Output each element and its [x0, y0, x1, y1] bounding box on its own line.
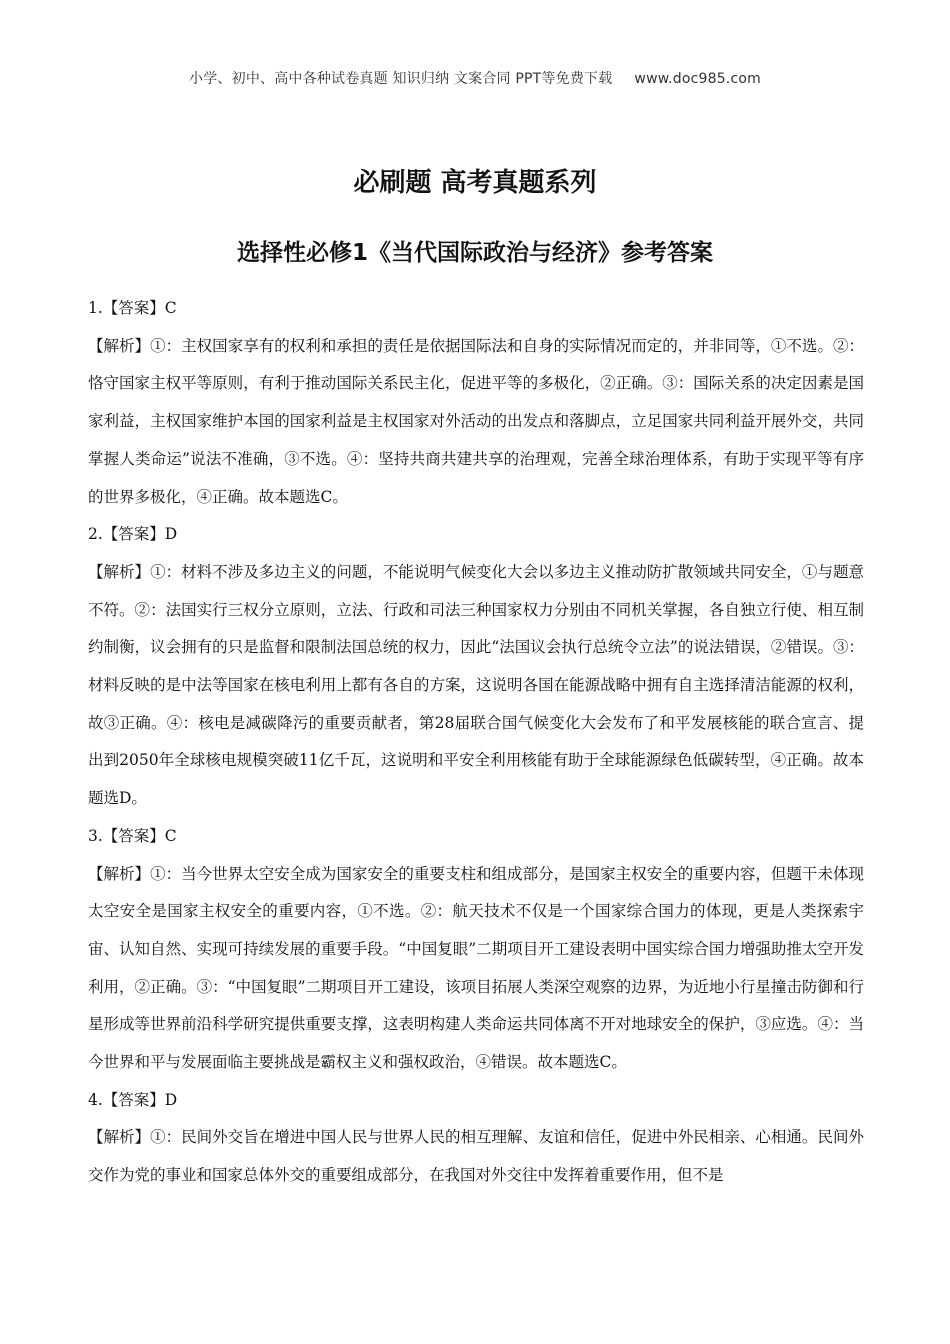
analysis-paragraph: 【解析】①：民间外交旨在增进中国人民与世界人民的相互理解、友谊和信任，促进中外民相亲、心相通。民间外交作为党的事业和国家总体外交的重要组成部分，在我国对外交往中发挥着重要作用，但不是 — [88, 1128, 864, 1185]
header-site-link[interactable]: www.doc985.com — [634, 71, 761, 87]
answer-item-3 — [88, 818, 864, 1082]
analysis-paragraph: 【解析】①：材料不涉及多边主义的问题，不能说明气候变化大会以多边主义推动防扩散领域共同安全，①与题意不符。②：法国实行三权分立原则，立法、行政和司法三种国家权力分别由不同机关掌握，各自独立行使、相互制约制衡，议会拥有的只是监督和限制法国总统的权力，因此“法国议会执行总统令立法”的说法错误，②错误。③：材料反映的是中法等国家在核电利用上都有各自的方案，这说明各国在能源战略中拥有自主选择清洁能源的权利，故③正确。④：核电是减碳降污的重要贡献者，第28届联合国气候变化大会发布了和平发展核能的联合宣言、提出到2050年全球核电规模突破11亿千瓦，这说明和平安全利用核能有助于全球能源绿色低碳转型，④正确。故本题选D。 — [88, 562, 864, 808]
answer-item-1 — [88, 290, 864, 516]
answer-item-4 — [88, 1082, 864, 1195]
answer-line: 3.【答案】C — [88, 826, 177, 845]
analysis-paragraph: 【解析】①：主权国家享有的权利和承担的责任是依据国际法和自身的实际情况而定的，并非同等，①不选。②：恪守国家主权平等原则，有利于推动国际关系民主化，促进平等的多极化，②正确。③：国际关系的决定因素是国家利益，主权国家维护本国的国家利益是主权国家对外活动的出发点和落脚点，立足国家共同利益开展外交，共同掌握人类命运”说法不准确，③不选。④：坚持共商共建共享的治理观，完善全球治理体系，有助于实现平等有序的世界多极化，④正确。故本题选C。 — [88, 336, 864, 506]
page-subtitle: 选择性必修1《当代国际政治与经济》参考答案 — [236, 240, 713, 266]
analysis-paragraph: 【解析】①：当今世界太空安全成为国家安全的重要支柱和组成部分，是国家主权安全的重要内容，但题干未体现太空安全是国家主权安全的重要内容，①不选。②：航天技术不仅是一个国家综合国力的体现，更是人类探索宇宙、认知自然、实现可持续发展的重要手段。“中国复眼”二期项目开工建设表明中国实综合国力增强助推太空开发利用，②正确。③：“中国复眼”二期项目开工建设，该项目拓展人类深空观察的边界，为近地小行星撞击防御和行星形成等世界前沿科学研究提供重要支撑，这表明构建人类命运共同体离不开对地球安全的保护，③应选。④：当今世界和平与发展面临主要挑战是霸权主义和强权政治，④错误。故本题选C。 — [88, 864, 864, 1072]
answer-line: 2.【答案】D — [88, 525, 178, 544]
page-title: 必刷题 高考真题系列 — [353, 168, 597, 198]
answer-line: 1.【答案】C — [88, 299, 177, 317]
answer-item-2 — [88, 516, 864, 818]
answer-line: 4.【答案】D — [88, 1090, 178, 1109]
answer-content — [88, 290, 864, 1195]
header-text: 小学、初中、高中各种试卷真题 知识归纳 文案合同 PPT等免费下载 — [189, 71, 613, 87]
page-header — [0, 68, 950, 88]
